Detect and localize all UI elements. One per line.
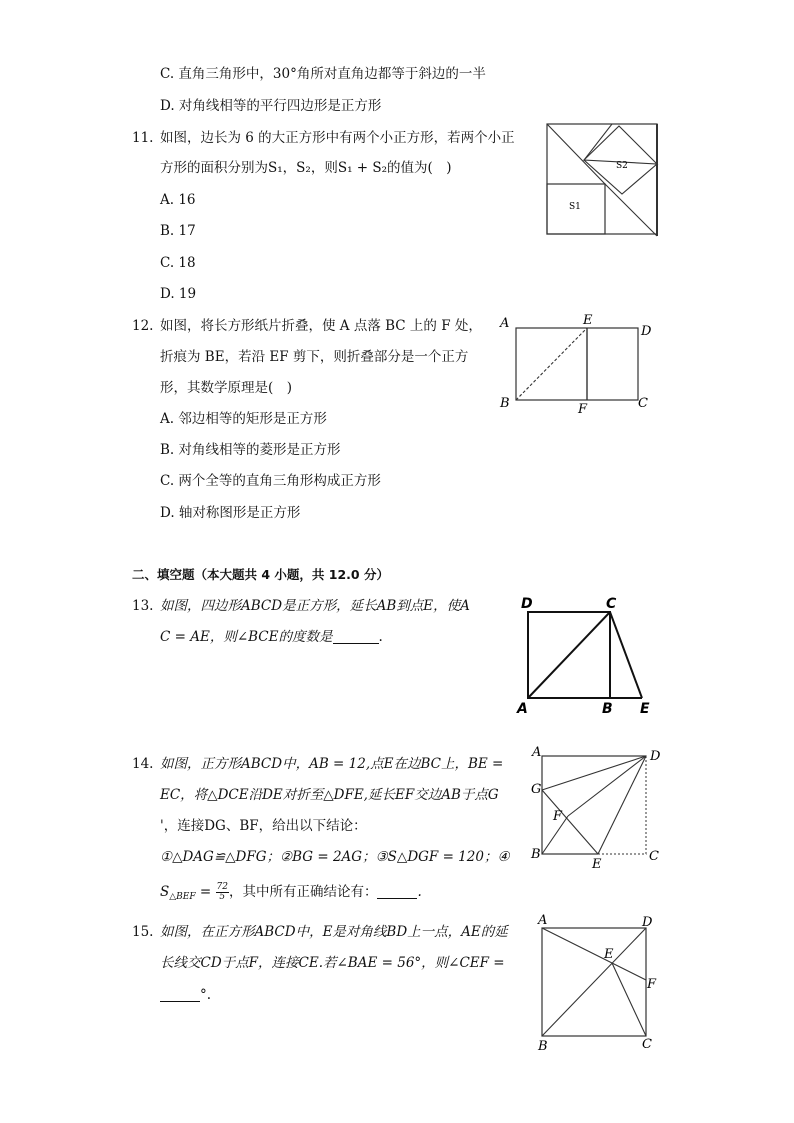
q15-label-c: C — [642, 1037, 652, 1052]
q12-option-b: B. 对角线相等的菱形是正方形 — [160, 442, 341, 458]
q13-segment-ce — [610, 612, 642, 698]
q15-figure — [528, 912, 664, 1054]
q13-label-a: A — [517, 701, 528, 717]
q12-label-b: B — [500, 396, 510, 411]
q10-option-d: D. 对角线相等的平行四边形是正方形 — [160, 98, 382, 114]
q14-stem-line2: EC，将△DCE沿DE对折至△DFE,延长EF交边AB于点G — [160, 787, 499, 803]
q15-label-f: F — [647, 977, 657, 992]
q14-equals: = — [195, 884, 216, 900]
q11-option-d: D. 19 — [160, 286, 197, 302]
q14-area-subscript: △BEF — [169, 892, 196, 902]
q15-label-e: E — [604, 947, 614, 962]
q12-label-d: D — [641, 324, 652, 339]
q12-fold-be — [516, 328, 587, 400]
q12-option-a: A. 邻边相等的矩形是正方形 — [160, 411, 327, 427]
q13-label-e: E — [640, 701, 650, 717]
q14-stem-end: . — [417, 884, 422, 900]
q13-stem-text: C = AE，则∠BCE的度数是 — [160, 629, 333, 645]
q15-number: 15. — [132, 924, 154, 940]
q14-stem-post: ，其中所有正确结论有： — [228, 884, 378, 900]
q11-option-a: A. 16 — [160, 192, 196, 208]
q14-figure — [528, 744, 668, 870]
q14-label-d: D — [650, 749, 661, 764]
q15-answer-blank[interactable] — [160, 987, 200, 1002]
q15-stem-end: °. — [200, 987, 212, 1003]
q14-answer-blank[interactable] — [377, 884, 417, 899]
q13-answer-blank[interactable] — [333, 629, 379, 644]
q14-area-s: S — [160, 884, 170, 900]
q14-label-g: G — [531, 782, 542, 797]
q12-option-c: C. 两个全等的直角三角形构成正方形 — [160, 473, 381, 489]
q14-label-b: B — [531, 847, 541, 862]
q12-number: 12. — [132, 318, 154, 334]
q14-label-f: F — [553, 809, 563, 824]
q12-option-d: D. 轴对称图形是正方形 — [160, 505, 301, 521]
q15-segment-af — [542, 928, 646, 980]
q10-option-c: C. 直角三角形中，30°角所对直角边都等于斜边的一半 — [160, 66, 486, 82]
q14-stem-line3: '，连接DG、BF，给出以下结论： — [160, 818, 367, 834]
q12-figure — [496, 310, 662, 418]
q14-fraction — [216, 883, 229, 902]
q11-option-b: B. 17 — [160, 223, 196, 239]
q14-stem-line1: 如图，正方形ABCD中，AB = 12,点E在边BC上，BE = — [160, 756, 504, 772]
q12-stem-line3: 形，其数学原理是( ) — [160, 380, 293, 396]
q15-segment-ce — [612, 963, 646, 1036]
section-2-title: 二、填空题（本大题共 4 小题，共 12.0 分） — [132, 567, 389, 582]
q13-stem-line1: 如图，四边形ABCD是正方形，延长AB到点E，使A — [160, 598, 470, 614]
q13-stem-end: . — [378, 629, 383, 645]
q15-label-a: A — [538, 913, 548, 928]
q11-label-s2: S2 — [616, 161, 628, 171]
q14-label-a: A — [532, 745, 542, 760]
q13-figure — [514, 596, 660, 718]
q11-label-s1: S1 — [569, 202, 581, 212]
q14-label-c: C — [649, 849, 659, 864]
q12-stem-line2: 折痕为 BE，若沿 EF 剪下，则折叠部分是一个正方 — [160, 349, 469, 365]
q15-stem-line2: 长线交CD于点F，连接CE.若∠BAE = 56°，则∠CEF = — [160, 955, 505, 971]
q11-stem-line1: 如图，边长为 6 的大正方形中有两个小正方形，若两个小正 — [160, 130, 515, 146]
q13-number: 13. — [132, 598, 154, 614]
q15-label-d: D — [642, 915, 653, 930]
q11-number: 11. — [132, 130, 154, 146]
q12-label-c: C — [638, 396, 648, 411]
q14-stem-line4: ①△DAG≌△DFG；②BG = 2AG；③S△DGF = 120；④ — [160, 849, 510, 865]
q14-number: 14. — [132, 756, 154, 772]
q12-label-f: F — [578, 402, 588, 417]
q13-diagonal-ac — [528, 612, 610, 698]
q14-square — [542, 756, 646, 854]
q12-label-a: A — [500, 316, 510, 331]
q14-label-e: E — [592, 857, 602, 872]
q13-label-d: D — [521, 596, 533, 612]
q13-label-c: C — [606, 596, 617, 612]
q12-label-e: E — [583, 313, 593, 328]
q13-stem-line2 — [160, 627, 383, 647]
q14-fraction-denominator: 5 — [219, 892, 226, 902]
q14-stem-line5 — [160, 882, 422, 907]
q15-stem-line3 — [160, 985, 211, 1005]
q15-stem-line1: 如图，在正方形ABCD中，E是对角线BD上一点，AE的延 — [160, 924, 508, 940]
q11-option-c: C. 18 — [160, 255, 196, 271]
q15-label-b: B — [538, 1039, 548, 1054]
q15-diagonal-bd — [542, 928, 646, 1036]
q11-figure — [544, 122, 660, 238]
q13-label-b: B — [602, 701, 613, 717]
q11-stem-line2: 方形的面积分别为S₁，S₂，则S₁ + S₂的值为( ) — [160, 160, 452, 176]
q14-fraction-numerator: 72 — [216, 882, 228, 892]
q12-stem-line1: 如图，将长方形纸片折叠，使 A 点落 BC 上的 F 处， — [160, 318, 482, 334]
